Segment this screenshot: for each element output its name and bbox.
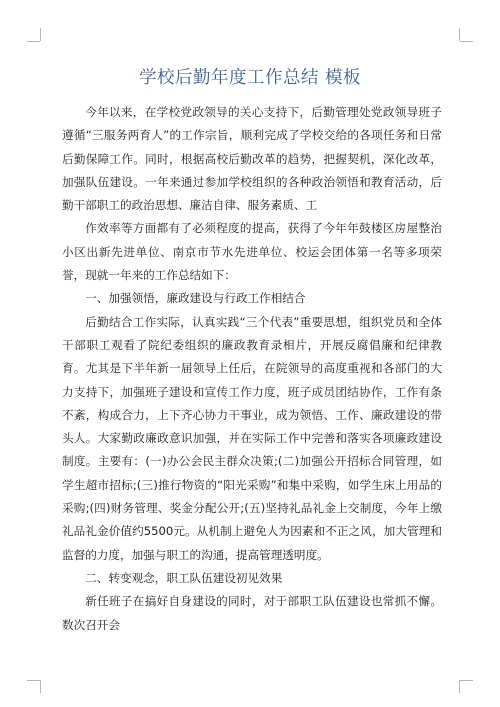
paragraph-intro: 今年以来，在学校党政领导的关心支持下，后勤管理处党政领导班子遵循“三服务两育人”的工作宗旨，顺利完成了学校交给的各项任务和日常后勤保障工作。同时，根据高校后勤改革的趋势，把握契机，深化改革，加强队伍建设。一年来通过参加学校组织的各种政治领悟和教育活动，后勤干部职工的政治思想、廉洁自律、服务素质、工 <box>62 105 442 213</box>
document-body <box>62 101 442 637</box>
section-heading-2: 二、转变观念，职工队伍建设初见效果 <box>85 570 283 585</box>
paragraph-summary: 作效率等方面都有了必须程度的提高，获得了今年年鼓楼区房屋整治小区出新先进单位、南京市节水先进单位、校运会团体第一名等多项荣誉，现就一年来的工作总结如下： <box>62 221 442 283</box>
document-title: 学校后勤年度工作总结 模板 <box>138 68 362 88</box>
paragraph-section-2: 新任班子在搞好自身建设的同时，对于部职工队伍建设也常抓不懈。数次召开会 <box>62 594 442 632</box>
section-heading-1: 一、加强领悟，廉政建设与行政工作相结合 <box>85 291 306 306</box>
paragraph-section-1: 后勤结合工作实际，认真实践“三个代表”重要思想，组织党员和全体干部职工观看了院纪委组织的廉政教育录相片，开展反腐倡廉和纪律教育。尤其是下半年新一届领导上任后，在院领导的高度重视和各部门的大力支持下，加强班子建设和宣传工作力度，班子成员团结协作，工作有条不紊，构成合力，上下齐心协力干事业，成为领悟、工作、廉政建设的带头人。大家勤政廉政意识加强，并在实际工作中完善和落实各项廉政建设制度。主要有：(一)办公会民主群众决策;(二)加强公开招标合同管理，如学生超市招标;(三)推行物资的“阳光采购”和集中采购，如学生床上用品的采购;(四)财务管理、奖金分配公开;(五)坚持礼品礼金上交制度，今年上缴礼品礼金价值约5500元。从机制上避免人为因素和不正之风，加大管理和监督的力度，加强与职工的沟通，提高管理透明度。 <box>62 314 442 562</box>
